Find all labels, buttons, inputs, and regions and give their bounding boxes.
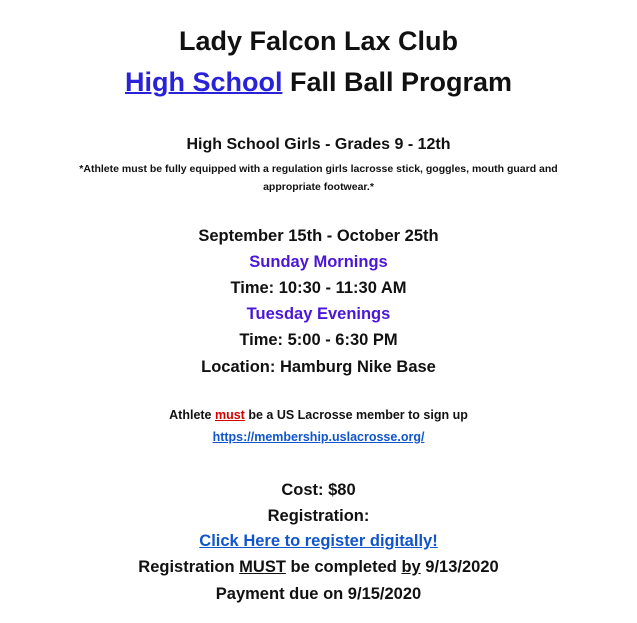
program-title-rest: Fall Ball Program — [282, 67, 513, 97]
register-digitally-link[interactable]: Click Here to register digitally! — [199, 532, 438, 550]
tuesday-label: Tuesday Evenings — [246, 305, 391, 323]
deadline-prefix: Registration — [138, 558, 240, 576]
membership-prefix: Athlete — [169, 408, 215, 422]
membership-url-line — [0, 428, 637, 446]
membership-suffix: be a US Lacrosse member to sign up — [244, 408, 468, 422]
must-emphasis: must — [214, 408, 245, 422]
deadline-by: by — [401, 558, 421, 576]
sunday-time: Time: 10:30 - 11:30 AM — [230, 279, 407, 297]
season-dates: September 15th - October 25th — [198, 227, 439, 245]
deadline-mid: be completed — [285, 558, 402, 576]
eligibility-subtitle: High School Girls - Grades 9 - 12th — [186, 136, 451, 153]
equipment-note: *Athlete must be fully equipped with a regulation girls lacrosse stick, goggles, mouth guard and appropriate footwear.* — [79, 163, 558, 193]
membership-requirement — [0, 406, 637, 424]
registration-label: Registration: — [267, 507, 370, 525]
tuesday-time: Time: 5:00 - 6:30 PM — [239, 331, 398, 349]
deadline-must: MUST — [239, 558, 286, 576]
sunday-label: Sunday Mornings — [249, 253, 388, 271]
deadline-date: 9/13/2020 — [420, 558, 499, 576]
location: Location: Hamburg Nike Base — [201, 358, 436, 376]
program-title — [0, 64, 637, 100]
high-school-link[interactable]: High School — [124, 67, 283, 97]
payment-due: Payment due on 9/15/2020 — [215, 585, 422, 603]
cost: Cost: $80 — [281, 481, 356, 499]
club-title: Lady Falcon Lax Club — [178, 26, 459, 56]
membership-url-link[interactable]: https://membership.uslacrosse.org/ — [212, 430, 425, 444]
register-link-line — [0, 530, 637, 552]
registration-deadline — [0, 556, 637, 578]
